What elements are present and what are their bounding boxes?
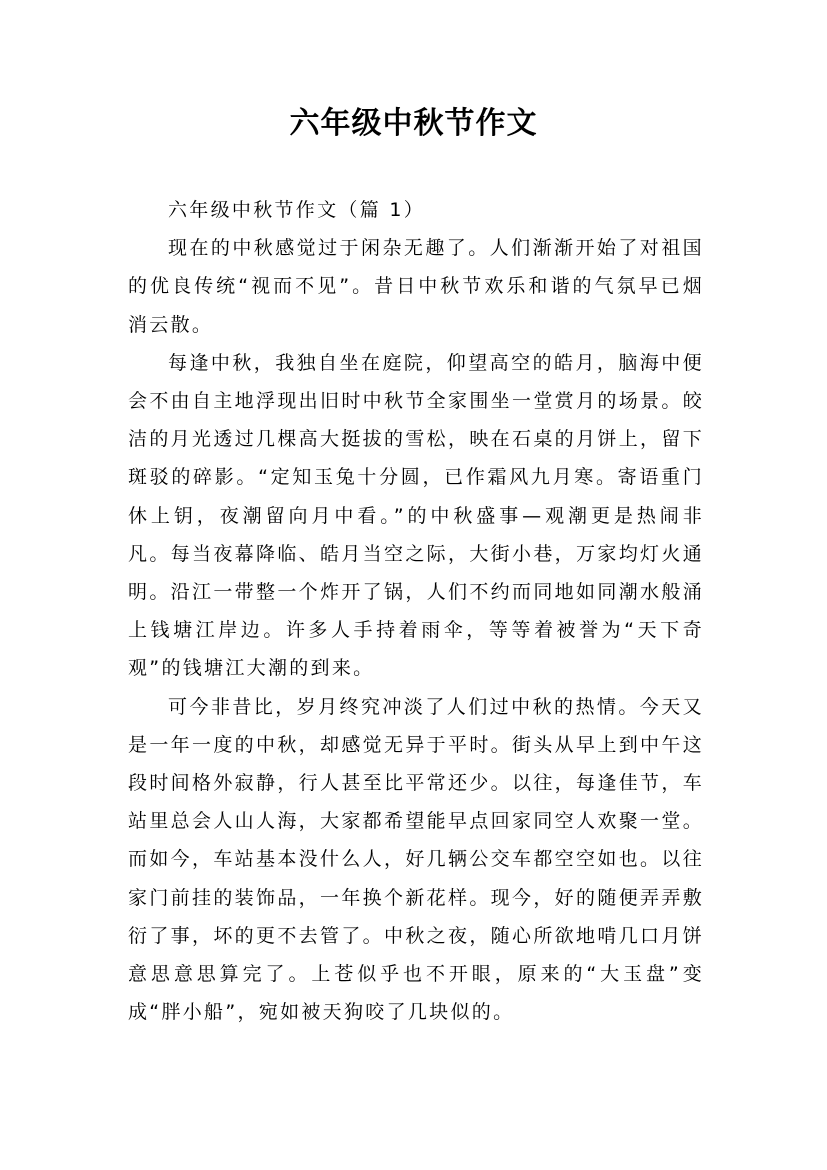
paragraph-2: 每逢中秋，我独自坐在庭院，仰望高空的皓月，脑海中便会不由自主地浮现出旧时中秋节全家围坐一堂赏月的场景。皎洁的月光透过几棵高大挺拔的雪松，映在石桌的月饼上，留下斑驳的碎影。“定知玉兔十分圆，已作霜风九月寒。寄语重门休上钥，夜潮留向月中看。”的中秋盛事—观潮更是热闹非凡。每当夜幕降临、皓月当空之际，大街小巷，万家均灯火通明。沿江一带整一个炸开了锅，人们不约而同地如同潮水般涌上钱塘江岸边。许多人手持着雨伞，等等着被誉为“天下奇观”的钱塘江大潮的到来。 bbox=[128, 351, 704, 680]
document-body bbox=[128, 191, 704, 1031]
paragraph-3: 可今非昔比，岁月终究冲淡了人们过中秋的热情。今天又是一年一度的中秋，却感觉无异于平时。街头从早上到中午这段时间格外寂静，行人甚至比平常还少。以往，每逢佳节，车站里总会人山人海，大家都希望能早点回家同空人欢聚一堂。而如今，车站基本没什么人，好几辆公交车都空空如也。以往家门前挂的装饰品，一年换个新花样。现今，好的随便弄弄敷衍了事，坏的更不去管了。中秋之夜，随心所欲地啃几口月饼意思意思算完了。上苍似乎也不开眼，原来的“大玉盘”变成“胖小船”，宛如被天狗咬了几块似的。 bbox=[128, 695, 704, 1024]
section-heading: 六年级中秋节作文（篇 1） bbox=[168, 199, 426, 221]
paragraph-1: 现在的中秋感觉过于闲杂无趣了。人们渐渐开始了对祖国的优良传统“视而不见”。昔日中秋节欢乐和谐的气氛早已烟消云散。 bbox=[128, 237, 704, 336]
document-title: 六年级中秋节作文 bbox=[289, 106, 538, 141]
